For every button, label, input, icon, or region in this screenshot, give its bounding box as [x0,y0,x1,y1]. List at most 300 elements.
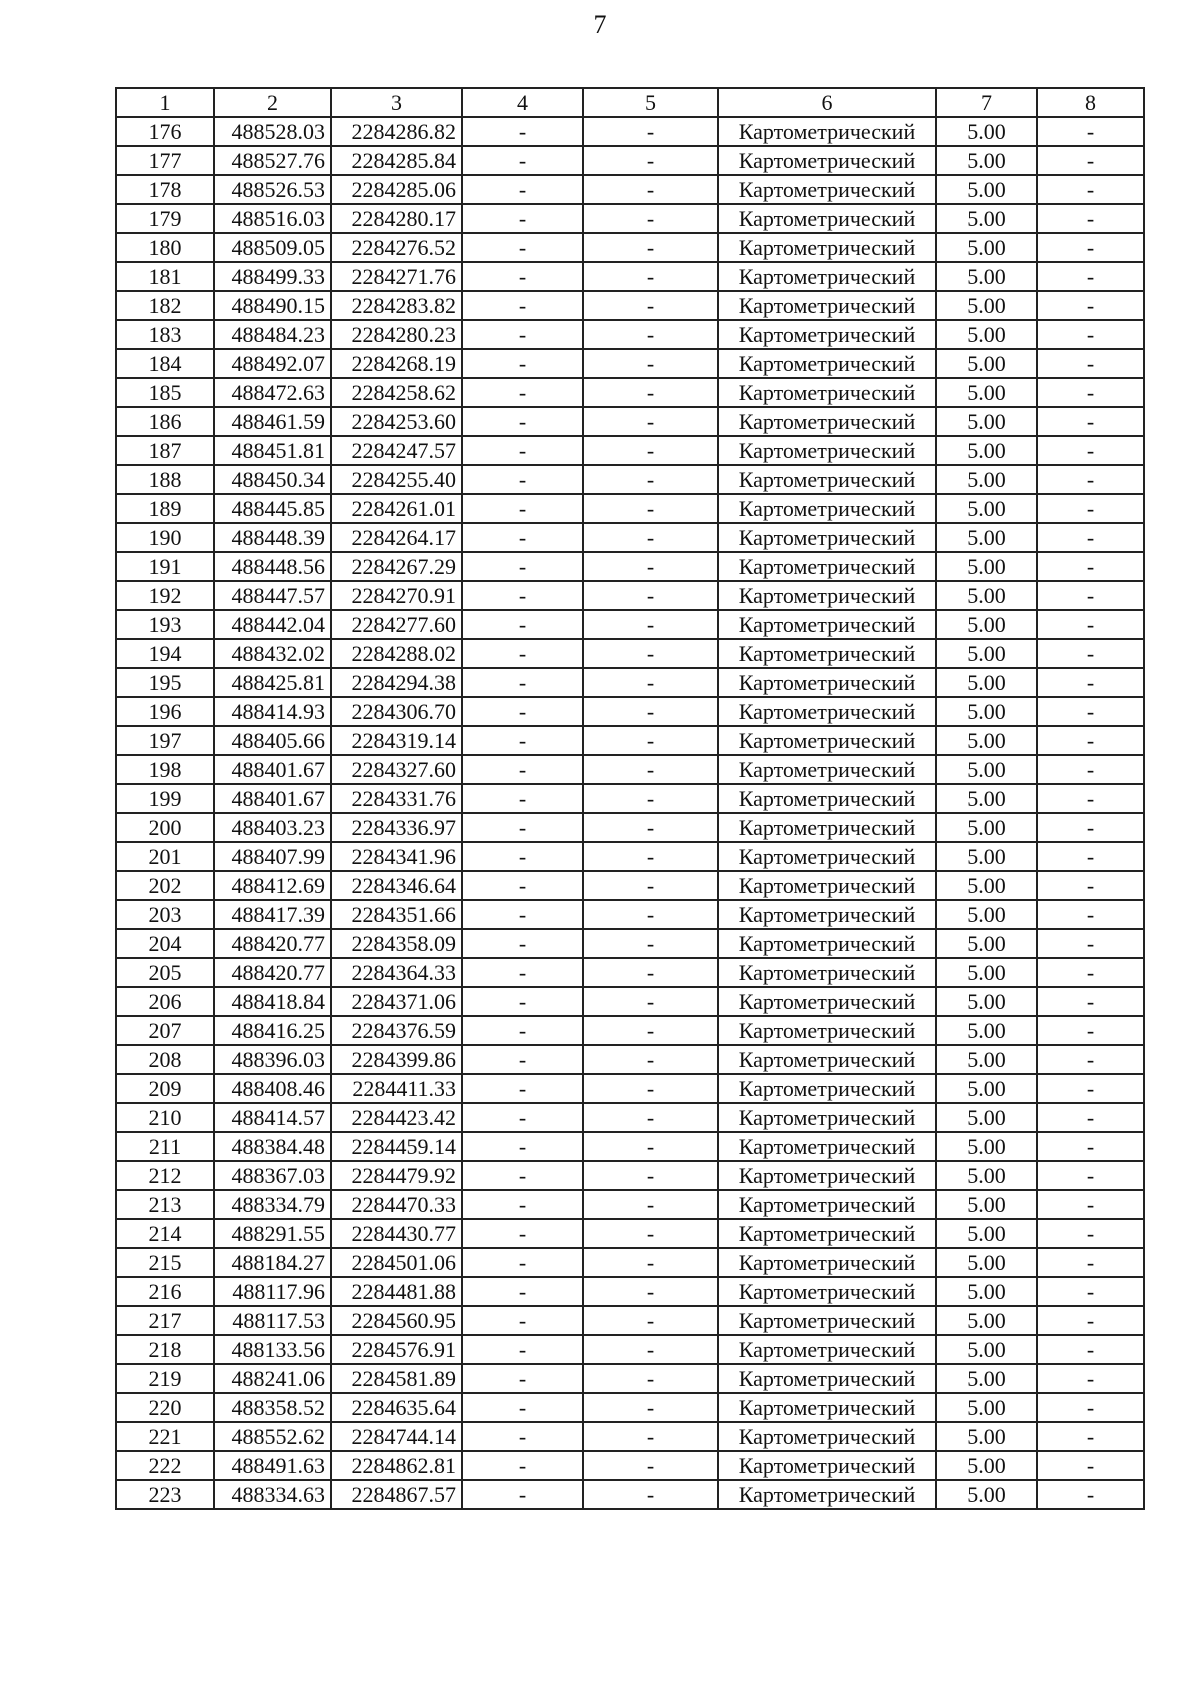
column-header: 1 [116,88,214,117]
table-row [116,697,1144,726]
column-5-cell: - [583,1480,718,1509]
table-row [116,1480,1144,1509]
x-coordinate-cell: 488133.56 [214,1335,331,1364]
method-cell: Картометрический [718,1335,936,1364]
method-cell: Картометрический [718,146,936,175]
column-4-cell: - [462,1074,583,1103]
y-coordinate-cell: 2284277.60 [331,610,462,639]
x-coordinate-cell: 488405.66 [214,726,331,755]
method-cell: Картометрический [718,900,936,929]
x-coordinate-cell: 488420.77 [214,958,331,987]
point-number-cell: 183 [116,320,214,349]
point-number-cell: 208 [116,1045,214,1074]
column-4-cell: - [462,1480,583,1509]
column-4-cell: - [462,842,583,871]
column-8-cell: - [1037,668,1144,697]
column-8-cell: - [1037,1393,1144,1422]
table-row [116,1219,1144,1248]
column-4-cell: - [462,175,583,204]
column-5-cell: - [583,291,718,320]
y-coordinate-cell: 2284267.29 [331,552,462,581]
column-5-cell: - [583,900,718,929]
table-row [116,204,1144,233]
y-coordinate-cell: 2284331.76 [331,784,462,813]
point-number-cell: 212 [116,1161,214,1190]
column-5-cell: - [583,581,718,610]
accuracy-cell: 5.00 [936,117,1037,146]
table-row [116,639,1144,668]
y-coordinate-cell: 2284581.89 [331,1364,462,1393]
x-coordinate-cell: 488552.62 [214,1422,331,1451]
x-coordinate-cell: 488472.63 [214,378,331,407]
column-4-cell: - [462,1277,583,1306]
accuracy-cell: 5.00 [936,146,1037,175]
y-coordinate-cell: 2284501.06 [331,1248,462,1277]
column-8-cell: - [1037,1277,1144,1306]
y-coordinate-cell: 2284371.06 [331,987,462,1016]
method-cell: Картометрический [718,755,936,784]
x-coordinate-cell: 488528.03 [214,117,331,146]
column-4-cell: - [462,552,583,581]
method-cell: Картометрический [718,581,936,610]
point-number-cell: 202 [116,871,214,900]
table-row [116,146,1144,175]
point-number-cell: 223 [116,1480,214,1509]
x-coordinate-cell: 488408.46 [214,1074,331,1103]
column-8-cell: - [1037,1103,1144,1132]
column-5-cell: - [583,1045,718,1074]
accuracy-cell: 5.00 [936,929,1037,958]
column-4-cell: - [462,233,583,262]
method-cell: Картометрический [718,465,936,494]
point-number-cell: 190 [116,523,214,552]
x-coordinate-cell: 488117.96 [214,1277,331,1306]
point-number-cell: 211 [116,1132,214,1161]
method-cell: Картометрический [718,958,936,987]
method-cell: Картометрический [718,842,936,871]
y-coordinate-cell: 2284576.91 [331,1335,462,1364]
column-4-cell: - [462,1364,583,1393]
table-body [116,117,1144,1509]
column-8-cell: - [1037,987,1144,1016]
point-number-cell: 220 [116,1393,214,1422]
column-4-cell: - [462,436,583,465]
x-coordinate-cell: 488420.77 [214,929,331,958]
column-5-cell: - [583,987,718,1016]
y-coordinate-cell: 2284294.38 [331,668,462,697]
column-8-cell: - [1037,871,1144,900]
accuracy-cell: 5.00 [936,987,1037,1016]
column-8-cell: - [1037,1451,1144,1480]
column-8-cell: - [1037,146,1144,175]
table-row [116,436,1144,465]
column-4-cell: - [462,1132,583,1161]
accuracy-cell: 5.00 [936,1277,1037,1306]
method-cell: Картометрический [718,1016,936,1045]
column-8-cell: - [1037,494,1144,523]
column-8-cell: - [1037,378,1144,407]
point-number-cell: 206 [116,987,214,1016]
y-coordinate-cell: 2284364.33 [331,958,462,987]
method-cell: Картометрический [718,697,936,726]
accuracy-cell: 5.00 [936,958,1037,987]
column-5-cell: - [583,175,718,204]
y-coordinate-cell: 2284346.64 [331,871,462,900]
column-8-cell: - [1037,1480,1144,1509]
method-cell: Картометрический [718,175,936,204]
table-row [116,1016,1144,1045]
point-number-cell: 203 [116,900,214,929]
y-coordinate-cell: 2284351.66 [331,900,462,929]
column-4-cell: - [462,204,583,233]
point-number-cell: 219 [116,1364,214,1393]
y-coordinate-cell: 2284280.17 [331,204,462,233]
point-number-cell: 191 [116,552,214,581]
table-row [116,987,1144,1016]
point-number-cell: 187 [116,436,214,465]
table-row [116,668,1144,697]
column-5-cell: - [583,871,718,900]
method-cell: Картометрический [718,204,936,233]
point-number-cell: 178 [116,175,214,204]
column-5-cell: - [583,117,718,146]
table-row [116,523,1144,552]
x-coordinate-cell: 488358.52 [214,1393,331,1422]
column-8-cell: - [1037,639,1144,668]
column-4-cell: - [462,146,583,175]
y-coordinate-cell: 2284470.33 [331,1190,462,1219]
x-coordinate-cell: 488448.39 [214,523,331,552]
accuracy-cell: 5.00 [936,407,1037,436]
method-cell: Картометрический [718,378,936,407]
column-5-cell: - [583,552,718,581]
column-4-cell: - [462,1248,583,1277]
accuracy-cell: 5.00 [936,581,1037,610]
accuracy-cell: 5.00 [936,1248,1037,1277]
column-4-cell: - [462,407,583,436]
table-row [116,610,1144,639]
accuracy-cell: 5.00 [936,668,1037,697]
point-number-cell: 216 [116,1277,214,1306]
y-coordinate-cell: 2284280.23 [331,320,462,349]
accuracy-cell: 5.00 [936,900,1037,929]
column-8-cell: - [1037,581,1144,610]
y-coordinate-cell: 2284319.14 [331,726,462,755]
x-coordinate-cell: 488184.27 [214,1248,331,1277]
x-coordinate-cell: 488499.33 [214,262,331,291]
column-8-cell: - [1037,349,1144,378]
column-5-cell: - [583,639,718,668]
point-number-cell: 196 [116,697,214,726]
x-coordinate-cell: 488401.67 [214,755,331,784]
y-coordinate-cell: 2284635.64 [331,1393,462,1422]
x-coordinate-cell: 488447.57 [214,581,331,610]
table-row [116,871,1144,900]
column-5-cell: - [583,436,718,465]
method-cell: Картометрический [718,1480,936,1509]
x-coordinate-cell: 488412.69 [214,871,331,900]
table-row [116,581,1144,610]
page-number: 7 [593,10,607,39]
table-row [116,1306,1144,1335]
column-8-cell: - [1037,204,1144,233]
method-cell: Картометрический [718,1045,936,1074]
column-4-cell: - [462,523,583,552]
column-8-cell: - [1037,1016,1144,1045]
x-coordinate-cell: 488432.02 [214,639,331,668]
column-4-cell: - [462,1393,583,1422]
table-row [116,233,1144,262]
table-row [116,726,1144,755]
accuracy-cell: 5.00 [936,1306,1037,1335]
column-5-cell: - [583,1451,718,1480]
y-coordinate-cell: 2284253.60 [331,407,462,436]
table-row [116,1045,1144,1074]
column-4-cell: - [462,291,583,320]
point-number-cell: 207 [116,1016,214,1045]
method-cell: Картометрический [718,1364,936,1393]
method-cell: Картометрический [718,1422,936,1451]
column-8-cell: - [1037,117,1144,146]
table-row [116,1161,1144,1190]
method-cell: Картометрический [718,1277,936,1306]
column-5-cell: - [583,233,718,262]
point-number-cell: 209 [116,1074,214,1103]
column-5-cell: - [583,1074,718,1103]
point-number-cell: 204 [116,929,214,958]
method-cell: Картометрический [718,1393,936,1422]
column-4-cell: - [462,871,583,900]
column-8-cell: - [1037,523,1144,552]
table-row [116,900,1144,929]
table-row [116,320,1144,349]
y-coordinate-cell: 2284862.81 [331,1451,462,1480]
table-row [116,465,1144,494]
accuracy-cell: 5.00 [936,552,1037,581]
column-8-cell: - [1037,465,1144,494]
column-8-cell: - [1037,1190,1144,1219]
column-8-cell: - [1037,697,1144,726]
accuracy-cell: 5.00 [936,1335,1037,1364]
method-cell: Картометрический [718,1306,936,1335]
table-header-row [116,88,1144,117]
accuracy-cell: 5.00 [936,1190,1037,1219]
x-coordinate-cell: 488117.53 [214,1306,331,1335]
column-8-cell: - [1037,233,1144,262]
column-4-cell: - [462,1306,583,1335]
y-coordinate-cell: 2284285.06 [331,175,462,204]
x-coordinate-cell: 488490.15 [214,291,331,320]
column-8-cell: - [1037,1074,1144,1103]
x-coordinate-cell: 488445.85 [214,494,331,523]
x-coordinate-cell: 488492.07 [214,349,331,378]
column-8-cell: - [1037,900,1144,929]
column-4-cell: - [462,697,583,726]
method-cell: Картометрический [718,813,936,842]
x-coordinate-cell: 488527.76 [214,146,331,175]
table-row [116,117,1144,146]
accuracy-cell: 5.00 [936,1219,1037,1248]
point-number-cell: 222 [116,1451,214,1480]
column-8-cell: - [1037,929,1144,958]
x-coordinate-cell: 488384.48 [214,1132,331,1161]
accuracy-cell: 5.00 [936,1422,1037,1451]
x-coordinate-cell: 488414.57 [214,1103,331,1132]
y-coordinate-cell: 2284399.86 [331,1045,462,1074]
y-coordinate-cell: 2284270.91 [331,581,462,610]
point-number-cell: 217 [116,1306,214,1335]
point-number-cell: 210 [116,1103,214,1132]
table-row [116,1277,1144,1306]
table-row [116,813,1144,842]
column-4-cell: - [462,755,583,784]
x-coordinate-cell: 488451.81 [214,436,331,465]
point-number-cell: 201 [116,842,214,871]
method-cell: Картометрический [718,639,936,668]
y-coordinate-cell: 2284285.84 [331,146,462,175]
y-coordinate-cell: 2284744.14 [331,1422,462,1451]
y-coordinate-cell: 2284376.59 [331,1016,462,1045]
accuracy-cell: 5.00 [936,1103,1037,1132]
table-row [116,1335,1144,1364]
y-coordinate-cell: 2284261.01 [331,494,462,523]
column-4-cell: - [462,465,583,494]
column-header: 7 [936,88,1037,117]
point-number-cell: 188 [116,465,214,494]
column-5-cell: - [583,320,718,349]
column-5-cell: - [583,465,718,494]
x-coordinate-cell: 488491.63 [214,1451,331,1480]
method-cell: Картометрический [718,523,936,552]
accuracy-cell: 5.00 [936,349,1037,378]
accuracy-cell: 5.00 [936,436,1037,465]
column-header: 8 [1037,88,1144,117]
table-row [116,1451,1144,1480]
table-row [116,1364,1144,1393]
x-coordinate-cell: 488418.84 [214,987,331,1016]
column-5-cell: - [583,958,718,987]
accuracy-cell: 5.00 [936,1074,1037,1103]
accuracy-cell: 5.00 [936,465,1037,494]
table-row [116,291,1144,320]
column-4-cell: - [462,1219,583,1248]
column-8-cell: - [1037,262,1144,291]
y-coordinate-cell: 2284423.42 [331,1103,462,1132]
point-number-cell: 193 [116,610,214,639]
method-cell: Картометрический [718,1132,936,1161]
column-4-cell: - [462,1016,583,1045]
table-row [116,842,1144,871]
point-number-cell: 181 [116,262,214,291]
column-8-cell: - [1037,1132,1144,1161]
column-4-cell: - [462,958,583,987]
column-4-cell: - [462,581,583,610]
table-row [116,755,1144,784]
y-coordinate-cell: 2284430.77 [331,1219,462,1248]
point-number-cell: 195 [116,668,214,697]
y-coordinate-cell: 2284358.09 [331,929,462,958]
accuracy-cell: 5.00 [936,262,1037,291]
column-5-cell: - [583,407,718,436]
accuracy-cell: 5.00 [936,175,1037,204]
x-coordinate-cell: 488509.05 [214,233,331,262]
method-cell: Картометрический [718,262,936,291]
table-row [116,407,1144,436]
method-cell: Картометрический [718,610,936,639]
point-number-cell: 180 [116,233,214,262]
x-coordinate-cell: 488526.53 [214,175,331,204]
accuracy-cell: 5.00 [936,871,1037,900]
x-coordinate-cell: 488367.03 [214,1161,331,1190]
column-5-cell: - [583,262,718,291]
column-5-cell: - [583,378,718,407]
column-4-cell: - [462,349,583,378]
method-cell: Картометрический [718,349,936,378]
column-4-cell: - [462,668,583,697]
column-8-cell: - [1037,726,1144,755]
accuracy-cell: 5.00 [936,639,1037,668]
accuracy-cell: 5.00 [936,842,1037,871]
x-coordinate-cell: 488401.67 [214,784,331,813]
x-coordinate-cell: 488403.23 [214,813,331,842]
column-5-cell: - [583,1277,718,1306]
column-5-cell: - [583,1219,718,1248]
column-5-cell: - [583,204,718,233]
y-coordinate-cell: 2284336.97 [331,813,462,842]
column-8-cell: - [1037,842,1144,871]
column-4-cell: - [462,639,583,668]
y-coordinate-cell: 2284288.02 [331,639,462,668]
table-row [116,1422,1144,1451]
column-4-cell: - [462,494,583,523]
point-number-cell: 199 [116,784,214,813]
column-8-cell: - [1037,552,1144,581]
column-5-cell: - [583,349,718,378]
accuracy-cell: 5.00 [936,726,1037,755]
x-coordinate-cell: 488461.59 [214,407,331,436]
column-5-cell: - [583,1103,718,1132]
point-number-cell: 214 [116,1219,214,1248]
table-row [116,1393,1144,1422]
method-cell: Картометрический [718,291,936,320]
table-row [116,349,1144,378]
point-number-cell: 182 [116,291,214,320]
accuracy-cell: 5.00 [936,1393,1037,1422]
column-header: 3 [331,88,462,117]
column-8-cell: - [1037,436,1144,465]
column-header: 4 [462,88,583,117]
method-cell: Картометрический [718,407,936,436]
table-row [116,1132,1144,1161]
x-coordinate-cell: 488417.39 [214,900,331,929]
column-8-cell: - [1037,291,1144,320]
column-5-cell: - [583,929,718,958]
x-coordinate-cell: 488442.04 [214,610,331,639]
point-number-cell: 184 [116,349,214,378]
method-cell: Картометрический [718,117,936,146]
table-row [116,1248,1144,1277]
table-row [116,784,1144,813]
method-cell: Картометрический [718,871,936,900]
column-8-cell: - [1037,813,1144,842]
column-5-cell: - [583,523,718,552]
column-5-cell: - [583,1190,718,1219]
table-row [116,929,1144,958]
accuracy-cell: 5.00 [936,320,1037,349]
y-coordinate-cell: 2284867.57 [331,1480,462,1509]
column-4-cell: - [462,1103,583,1132]
method-cell: Картометрический [718,726,936,755]
